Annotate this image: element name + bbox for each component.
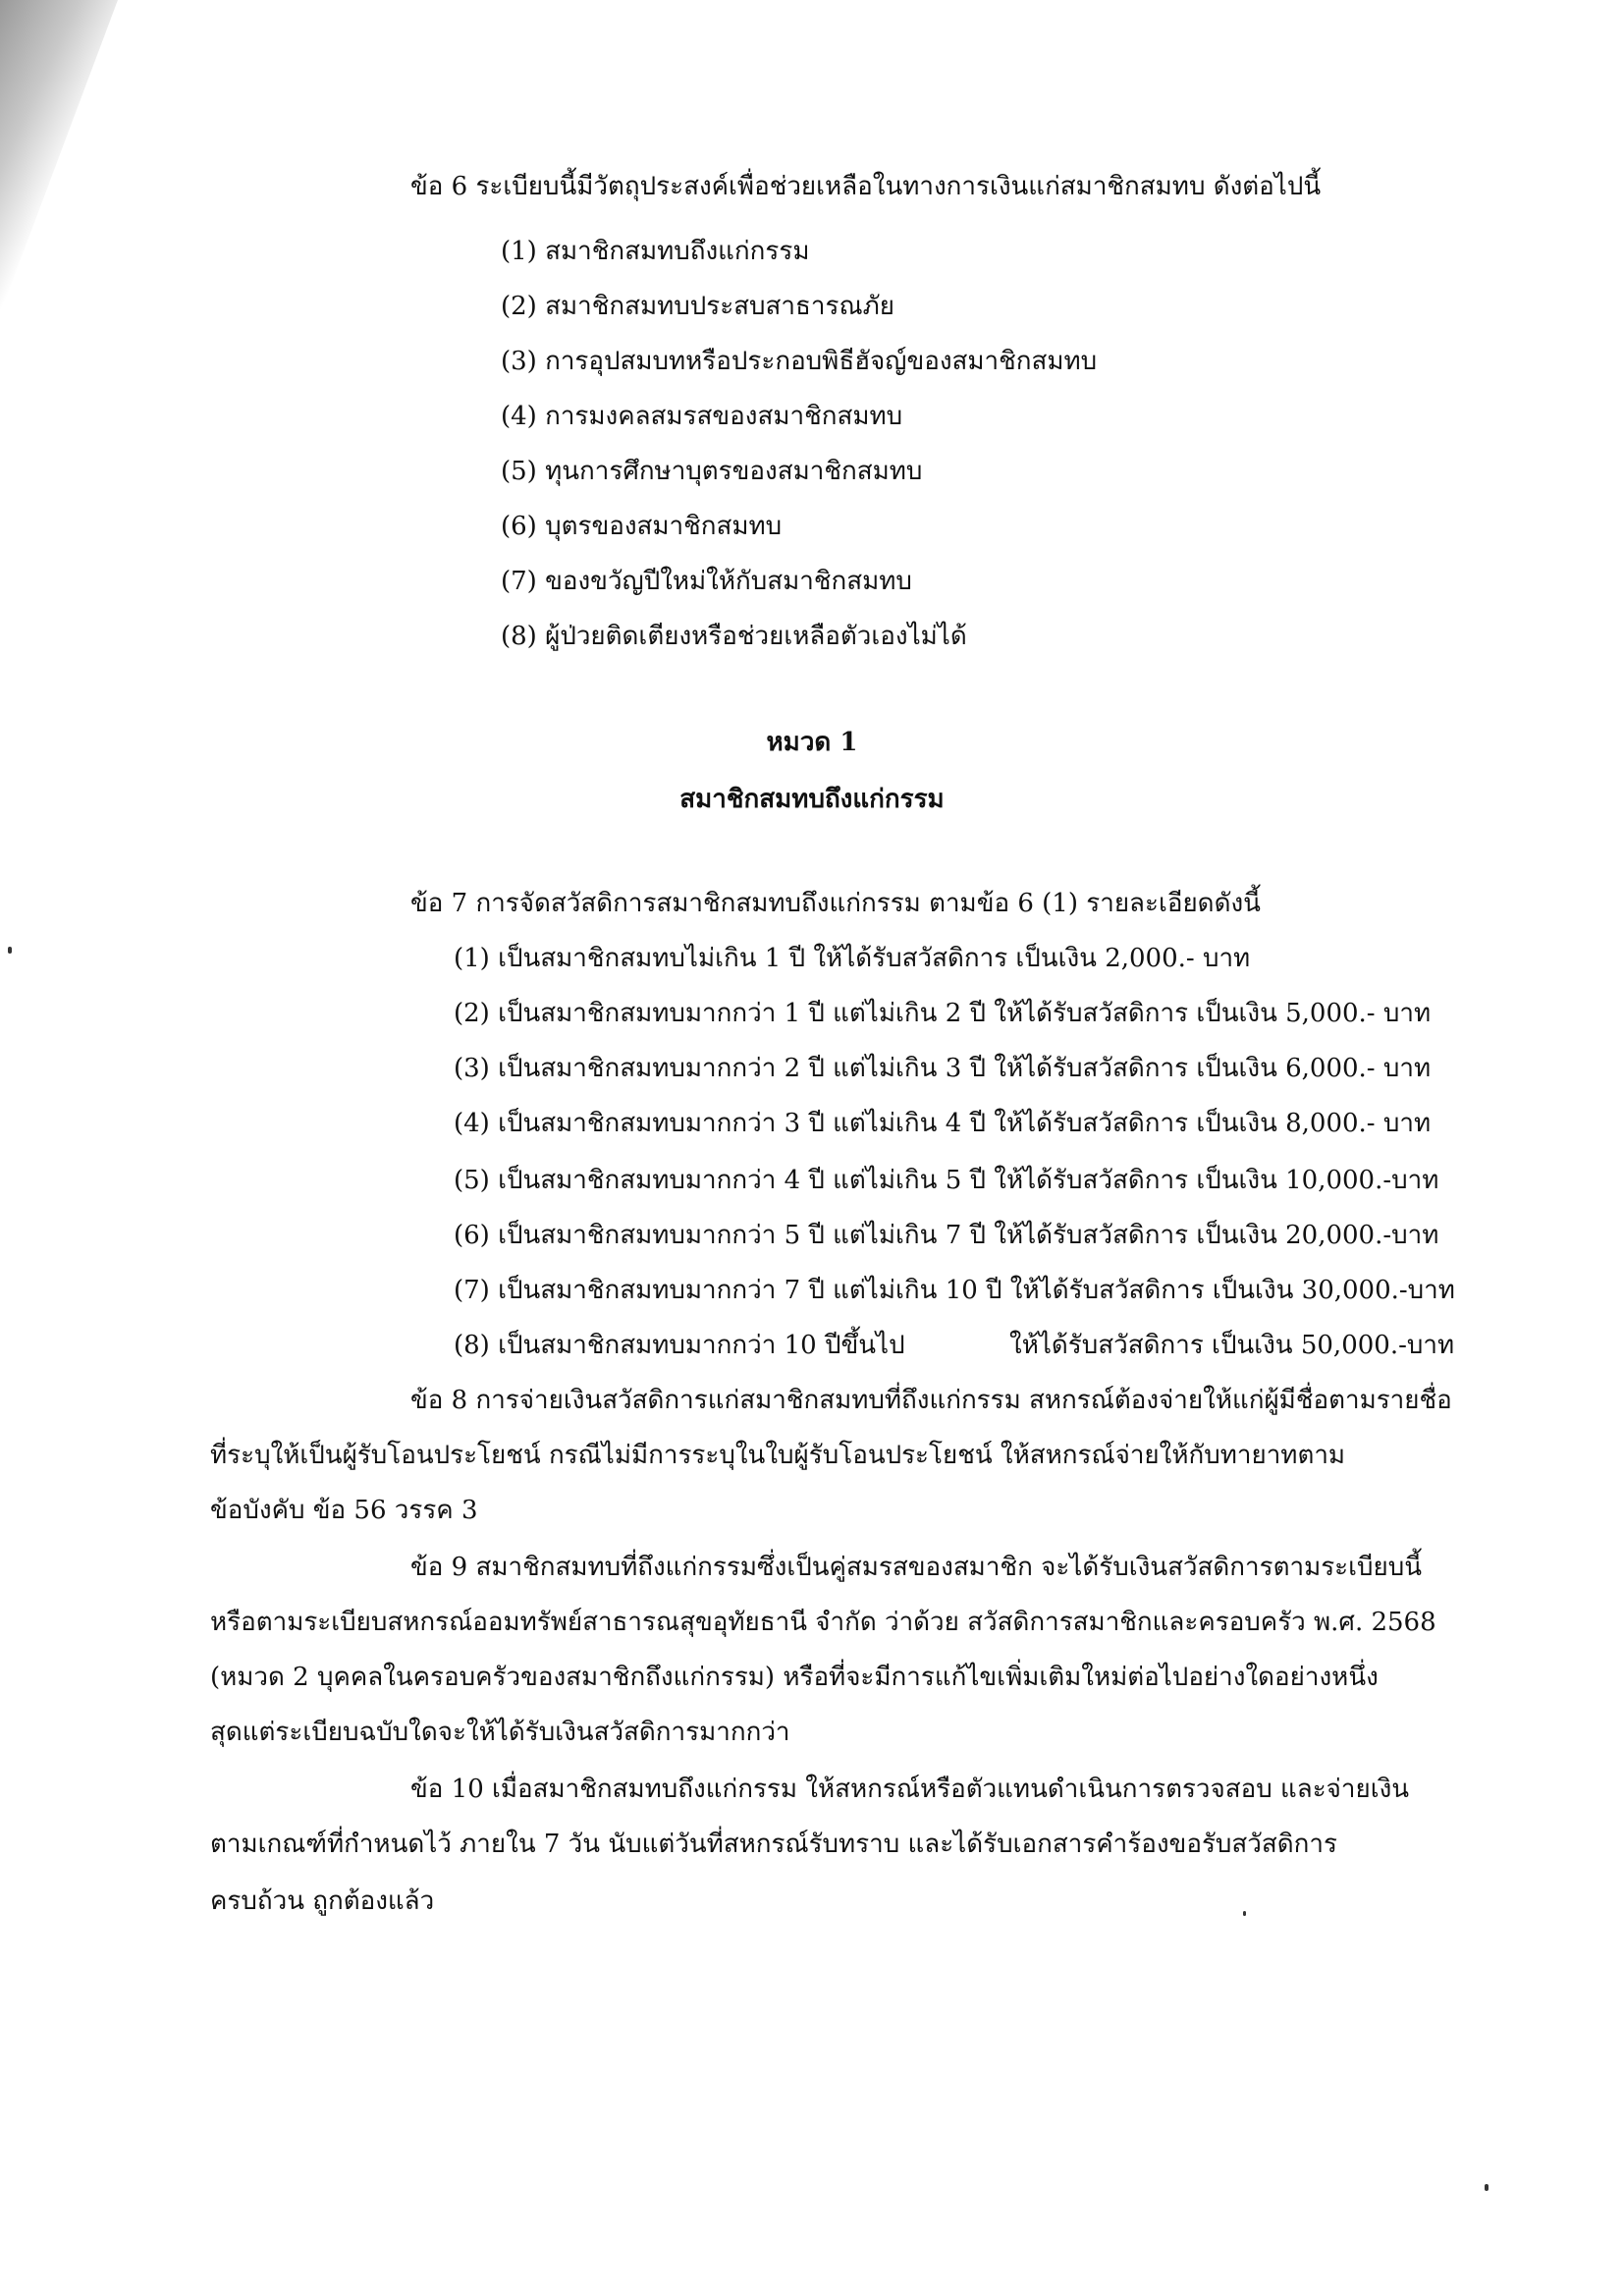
clause-6-item: (6) บุตรของสมาชิกสมทบ: [501, 512, 783, 541]
clause-6-item: (5) ทุนการศึกษาบุตรของสมาชิกสมทบ: [501, 457, 923, 486]
clause-7-item: (2) เป็นสมาชิกสมทบมากกว่า 1 ปี แต่ไม่เกิน 2 ปี ให้ได้รับสวัสดิการ เป็นเงิน 5,000.- บาท: [454, 999, 1432, 1028]
clause-7-item: (6) เป็นสมาชิกสมทบมากกว่า 5 ปี แต่ไม่เกิน 7 ปี ให้ได้รับสวัสดิการ เป็นเงิน 20,000.-บาท: [454, 1221, 1439, 1250]
clause-6-item: (3) การอุปสมบทหรือประกอบพิธีฮัจญ์ของสมาชิกสมทบ: [501, 347, 1098, 376]
clause-9-line: (หมวด 2 บุคคลในครอบครัวของสมาชิกถึงแก่กรรม) หรือที่จะมีการแก้ไขเพิ่มเติมใหม่ต่อไปอย่างใดอย่างหนึ่ง: [210, 1663, 1379, 1692]
clause-8-line: ที่ระบุให้เป็นผู้รับโอนประโยชน์ กรณีไม่มีการระบุในใบผู้รับโอนประโยชน์ ให้สหกรณ์จ่ายให้กับทายาทตาม: [210, 1441, 1346, 1470]
scan-speck: [1243, 1911, 1246, 1916]
scan-speck: [8, 947, 12, 954]
clause-8-line: ข้อบังคับ ข้อ 56 วรรค 3: [210, 1496, 478, 1525]
clause-7-item: (5) เป็นสมาชิกสมทบมากกว่า 4 ปี แต่ไม่เกิน 5 ปี ให้ได้รับสวัสดิการ เป็นเงิน 10,000.-บาท: [454, 1166, 1439, 1195]
clause-6-item: (4) การมงคลสมรสของสมาชิกสมทบ: [501, 402, 903, 431]
clause-10-line: ครบถ้วน ถูกต้องแล้ว: [210, 1886, 435, 1916]
clause-6-item: (8) ผู้ป่วยติดเตียงหรือช่วยเหลือตัวเองไม่ได้: [501, 622, 967, 651]
clause-6-item: (1) สมาชิกสมทบถึงแก่กรรม: [501, 237, 810, 266]
clause-7-item: (1) เป็นสมาชิกสมทบไม่เกิน 1 ปี ให้ได้รับสวัสดิการ เป็นเงิน 2,000.- บาท: [454, 944, 1251, 973]
clause-7-item-8-right: ให้ได้รับสวัสดิการ เป็นเงิน 50,000.-บาท: [1009, 1331, 1455, 1360]
clause-6-intro: ข้อ 6 ระเบียบนี้มีวัตถุประสงค์เพื่อช่วยเหลือในทางการเงินแก่สมาชิกสมทบ ดังต่อไปนี้: [410, 172, 1322, 201]
clause-7-item: (7) เป็นสมาชิกสมทบมากกว่า 7 ปี แต่ไม่เกิน 10 ปี ให้ได้รับสวัสดิการ เป็นเงิน 30,000.-บาท: [454, 1276, 1455, 1305]
clause-8-line: ข้อ 8 การจ่ายเงินสวัสดิการแก่สมาชิกสมทบที่ถึงแก่กรรม สหกรณ์ต้องจ่ายให้แก่ผู้มีชื่อตามรายชื่อ: [410, 1386, 1452, 1415]
clause-7-intro: ข้อ 7 การจัดสวัสดิการสมาชิกสมทบถึงแก่กรรม ตามข้อ 6 (1) รายละเอียดดังนี้: [410, 889, 1261, 918]
clause-10-line: ตามเกณฑ์ที่กำหนดไว้ ภายใน 7 วัน นับแต่วันที่สหกรณ์รับทราบ และได้รับเอกสารคำร้องขอรับสวัสดิการ: [210, 1830, 1337, 1859]
clause-9-line: หรือตามระเบียบสหกรณ์ออมทรัพย์สาธารณสุขอุทัยธานี จำกัด ว่าด้วย สวัสดิการสมาชิกและครอบครัว พ.ศ. 2568: [210, 1608, 1436, 1637]
clause-6-item: (2) สมาชิกสมทบประสบสาธารณภัย: [501, 292, 894, 321]
clause-7-item: (4) เป็นสมาชิกสมทบมากกว่า 3 ปี แต่ไม่เกิน 4 ปี ให้ได้รับสวัสดิการ เป็นเงิน 8,000.- บาท: [454, 1109, 1432, 1138]
clause-6-item: (7) ของขวัญปีใหม่ให้กับสมาชิกสมทบ: [501, 567, 912, 596]
clause-10-line: ข้อ 10 เมื่อสมาชิกสมทบถึงแก่กรรม ให้สหกรณ์หรือตัวแทนดำเนินการตรวจสอบ และจ่ายเงิน: [410, 1775, 1410, 1804]
clause-7-item: (3) เป็นสมาชิกสมทบมากกว่า 2 ปี แต่ไม่เกิน 3 ปี ให้ได้รับสวัสดิการ เป็นเงิน 6,000.- บาท: [454, 1054, 1432, 1083]
clause-9-line: สุดแต่ระเบียบฉบับใดจะให้ได้รับเงินสวัสดิการมากกว่า: [210, 1718, 790, 1747]
scan-speck: [1485, 2184, 1489, 2191]
chapter-number: หมวด 1: [766, 728, 858, 757]
chapter-title: สมาชิกสมทบถึงแก่กรรม: [679, 785, 945, 814]
clause-7-item-8-left: (8) เป็นสมาชิกสมทบมากกว่า 10 ปีขึ้นไป: [454, 1331, 905, 1360]
clause-9-line: ข้อ 9 สมาชิกสมทบที่ถึงแก่กรรมซึ่งเป็นคู่สมรสของสมาชิก จะได้รับเงินสวัสดิการตามระเบียบนี้: [410, 1553, 1423, 1582]
